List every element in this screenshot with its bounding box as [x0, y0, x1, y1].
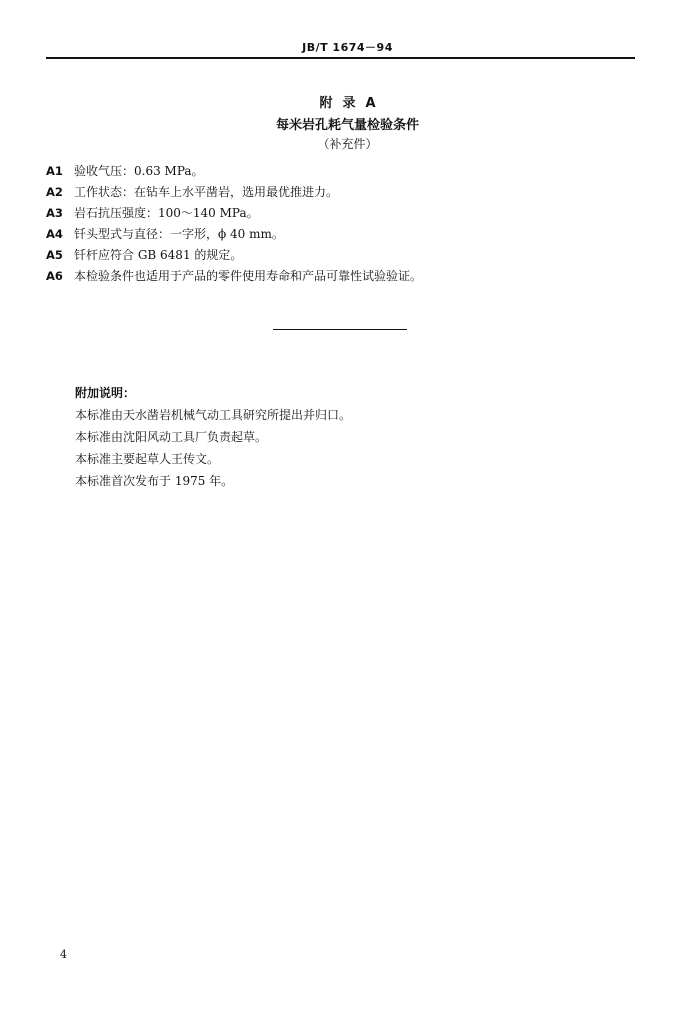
clause-a6 [46, 267, 646, 288]
clause-number: A4 [46, 227, 63, 241]
note-line: 本标准主要起草人王传文。 [75, 452, 220, 466]
appendix-title: 每米岩孔耗气量检验条件 [275, 118, 419, 133]
clause-a4 [46, 225, 646, 246]
note-line: 本标准由天水凿岩机械气动工具研究所提出并归口。 [75, 408, 352, 422]
notes-heading: 附加说明： [75, 386, 136, 400]
clause-number: A3 [46, 206, 63, 220]
clause-a1 [46, 162, 646, 183]
standard-code: JB/T 1674－94 [302, 41, 393, 54]
clause-list [46, 162, 646, 288]
additional-notes [75, 384, 635, 494]
clause-a2 [46, 183, 646, 204]
appendix-end-rule [273, 329, 407, 330]
clause-text: 钎杆应符合 GB 6481 的规定。 [74, 248, 243, 262]
clause-text: 验收气压：0.63 MPa。 [74, 164, 204, 178]
appendix-label-2: 录 [342, 96, 356, 111]
clause-number: A2 [46, 185, 63, 199]
appendix-label: 附 [319, 96, 333, 111]
clause-a5 [46, 246, 646, 267]
appendix-heading [0, 92, 695, 111]
clause-number: A5 [46, 248, 63, 262]
clause-text: 岩石抗压强度：100～140 MPa。 [74, 206, 259, 220]
appendix-letter: A [365, 96, 376, 111]
note-line: 本标准首次发布于 1975 年。 [75, 474, 234, 488]
clause-text: 工作状态：在钻车上水平凿岩，选用最优推进力。 [74, 185, 339, 199]
clause-text: 本检验条件也适用于产品的零件使用寿命和产品可靠性试验验证。 [74, 269, 423, 283]
clause-number: A6 [46, 269, 63, 283]
appendix-type: （补充件） [317, 137, 378, 151]
note-line: 本标准由沈阳风动工具厂负责起草。 [75, 430, 268, 444]
clause-text: 钎头型式与直径：一字形，ϕ 40 mm。 [74, 227, 284, 241]
clause-number: A1 [46, 164, 63, 178]
header-rule [46, 57, 635, 59]
page-number: 4 [60, 948, 67, 961]
clause-a3 [46, 204, 646, 225]
